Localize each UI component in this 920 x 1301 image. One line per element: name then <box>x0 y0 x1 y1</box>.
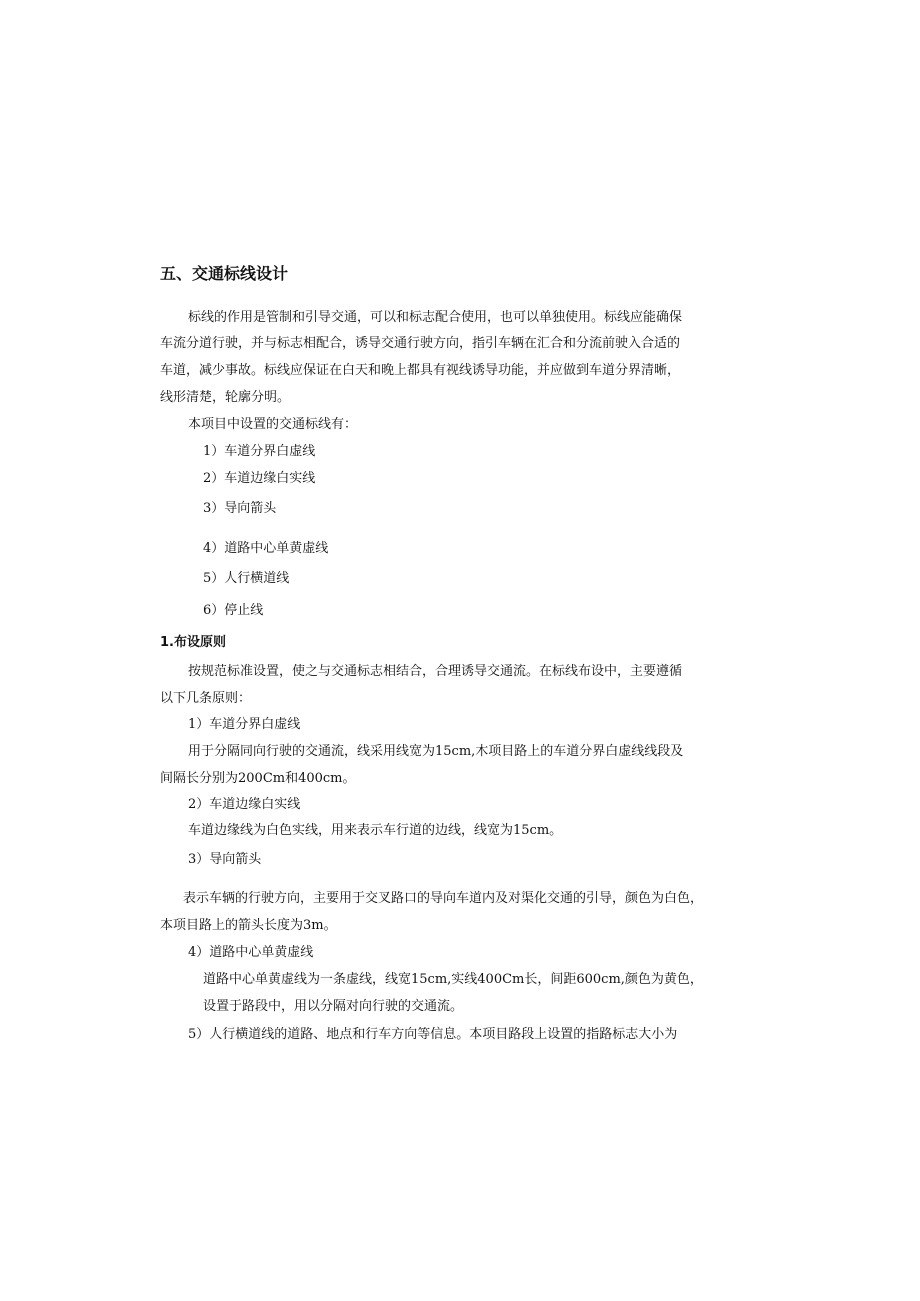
list-intro: 本项目中设置的交通标线有： <box>188 417 358 432</box>
item2-text: 车道边缘线为白色实线，用来表示车行道的边线，线宽为15cm。 <box>188 823 563 838</box>
item2-label: 2）车道边缘白实线 <box>188 797 301 812</box>
list-item-3: 3）导向箭头 <box>203 501 277 516</box>
item4-text-line-1: 道路中心单黄虚线为一条虚线，线宽15cm,实线400Cm长，间距600cm,颜色为黄色， <box>203 972 703 987</box>
intro-line-4: 线形清楚，轮廓分明。 <box>160 390 291 405</box>
item3-text-line-1: 表示车辆的行驶方向，主要用于交叉路口的导向车道内及对渠化交通的引导，颜色为白色， <box>183 891 704 906</box>
item1-label: 1）车道分界白虚线 <box>188 717 301 732</box>
intro-line-2: 车流分道行驶，并与标志相配合，诱导交通行驶方向，指引车辆在汇合和分流前驶入合适的 <box>160 336 681 351</box>
item1-text-line-2: 间隔长分别为200Cm和400cm。 <box>160 771 356 786</box>
section1-intro-line-2: 以下几条原则： <box>160 691 252 706</box>
list-item-5: 5）人行横道线 <box>203 571 290 586</box>
item3-text-line-2: 本项目路上的箭头长度为3m。 <box>160 918 337 933</box>
list-item-6: 6）停止线 <box>203 603 264 618</box>
intro-line-3: 车道，减少事故。标线应保证在白天和晚上都具有视线诱导功能，并应做到车道分界清晰， <box>160 363 681 378</box>
intro-line-1: 标线的作用是管制和引导交通，可以和标志配合使用，也可以单独使用。标线应能确保 <box>188 310 683 325</box>
item4-text-line-2: 设置于路段中，用以分隔对向行驶的交通流。 <box>203 999 464 1014</box>
item4-label: 4）道路中心单黄虚线 <box>188 945 314 960</box>
item5-text: 5）人行横道线的道路、地点和行车方向等信息。本项目路段上设置的指路标志大小为 <box>188 1027 678 1042</box>
section1-intro-line-1: 按规范标准设置，使之与交通标志相结合，合理诱导交通流。在标线布设中，主要遵循 <box>188 664 683 679</box>
section1-heading: 1.布设原则 <box>160 635 226 650</box>
list-item-4: 4）道路中心单黄虚线 <box>203 541 329 556</box>
list-item-1: 1）车道分界白虚线 <box>203 444 316 459</box>
list-item-2: 2）车道边缘白实线 <box>203 471 316 486</box>
item3-label: 3）导向箭头 <box>188 852 262 867</box>
item1-text-line-1: 用于分隔同向行驶的交通流，线采用线宽为15cm,木项目路上的车道分界白虚线线段及 <box>188 744 684 759</box>
section-title: 五、交通标线设计 <box>160 264 289 283</box>
